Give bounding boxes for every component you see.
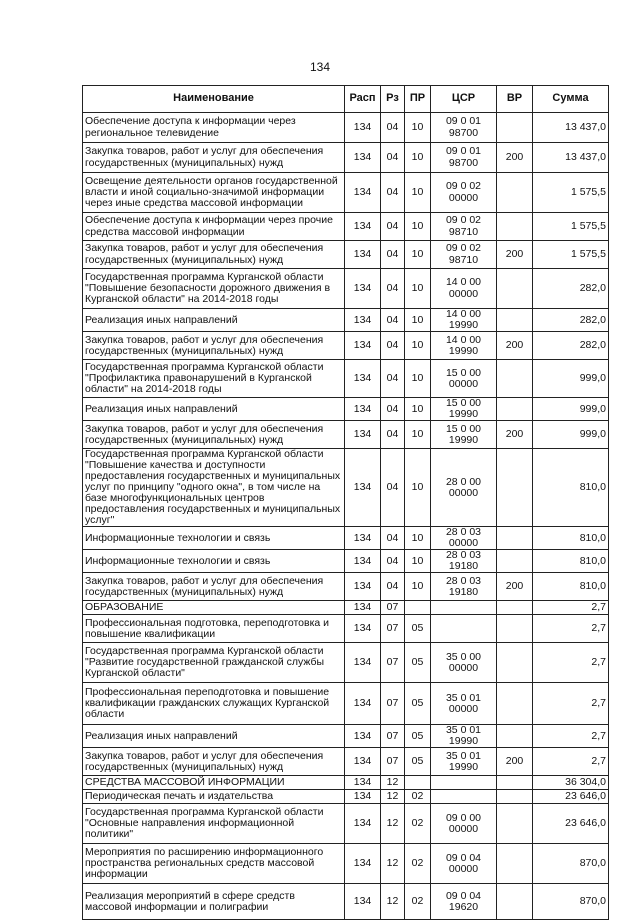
- cell-rz: 07: [381, 725, 405, 748]
- table-row: [83, 884, 609, 920]
- cell-sum: 810,0: [533, 550, 609, 573]
- cell-pr: 10: [405, 269, 431, 309]
- cell-rz: 04: [381, 573, 405, 601]
- table-row: [83, 113, 609, 143]
- cell-vr: [497, 269, 533, 309]
- table-row: [83, 725, 609, 748]
- cell-pr: 10: [405, 573, 431, 601]
- table-row: [83, 173, 609, 213]
- header-csr: ЦСР: [431, 86, 497, 113]
- cell-vr: [497, 683, 533, 725]
- cell-pr: 02: [405, 884, 431, 920]
- cell-name: Мероприятия по расширению информационного пространства региональных средств массовой информации: [83, 844, 345, 884]
- cell-name: Государственная программа Курганской области "Профилактика правонарушений в Курганской области" на 2014-2018 годы: [83, 360, 345, 398]
- cell-name: Государственная программа Курганской области "Основные направления информационной политики": [83, 804, 345, 844]
- cell-sum: 2,7: [533, 683, 609, 725]
- cell-name: Закупка товаров, работ и услуг для обеспечения государственных (муниципальных) нужд: [83, 573, 345, 601]
- cell-csr: 28 0 03 19180: [431, 550, 497, 573]
- cell-pr: 10: [405, 332, 431, 360]
- cell-vr: [497, 725, 533, 748]
- cell-sum: 1 575,5: [533, 241, 609, 269]
- cell-sum: 282,0: [533, 309, 609, 332]
- cell-csr: 28 0 00 00000: [431, 449, 497, 527]
- cell-pr: [405, 601, 431, 615]
- cell-pr: 05: [405, 643, 431, 683]
- cell-rasp: 134: [345, 844, 381, 884]
- cell-csr: [431, 601, 497, 615]
- cell-pr: 10: [405, 173, 431, 213]
- table-row: [83, 398, 609, 421]
- cell-name: Закупка товаров, работ и услуг для обеспечения государственных (муниципальных) нужд: [83, 143, 345, 173]
- cell-pr: 10: [405, 360, 431, 398]
- cell-pr: 10: [405, 143, 431, 173]
- cell-rz: 04: [381, 550, 405, 573]
- table-row: [83, 241, 609, 269]
- table-row: [83, 790, 609, 804]
- cell-vr: 200: [497, 143, 533, 173]
- cell-rz: 07: [381, 748, 405, 776]
- cell-sum: 13 437,0: [533, 113, 609, 143]
- cell-csr: 14 0 00 00000: [431, 269, 497, 309]
- cell-name: Реализация иных направлений: [83, 725, 345, 748]
- cell-rasp: 134: [345, 748, 381, 776]
- cell-name: Реализация иных направлений: [83, 309, 345, 332]
- table-row: [83, 748, 609, 776]
- cell-vr: [497, 550, 533, 573]
- cell-vr: [497, 309, 533, 332]
- cell-rz: 04: [381, 143, 405, 173]
- table-row: [83, 213, 609, 241]
- cell-vr: 200: [497, 332, 533, 360]
- cell-rasp: 134: [345, 527, 381, 550]
- cell-pr: 02: [405, 844, 431, 884]
- header-pr: ПР: [405, 86, 431, 113]
- table-row: [83, 332, 609, 360]
- cell-csr: 09 0 04 19620: [431, 884, 497, 920]
- cell-csr: [431, 615, 497, 643]
- cell-rz: 12: [381, 844, 405, 884]
- cell-rz: 04: [381, 360, 405, 398]
- cell-rasp: 134: [345, 421, 381, 449]
- cell-name: Периодическая печать и издательства: [83, 790, 345, 804]
- cell-pr: 10: [405, 550, 431, 573]
- cell-sum: 2,7: [533, 615, 609, 643]
- cell-rz: 04: [381, 449, 405, 527]
- cell-rasp: 134: [345, 643, 381, 683]
- cell-rasp: 134: [345, 615, 381, 643]
- cell-sum: 23 646,0: [533, 804, 609, 844]
- cell-sum: 1 575,5: [533, 213, 609, 241]
- cell-pr: 10: [405, 398, 431, 421]
- cell-vr: [497, 360, 533, 398]
- cell-csr: 35 0 01 19990: [431, 748, 497, 776]
- header-rz: Рз: [381, 86, 405, 113]
- cell-csr: 28 0 03 00000: [431, 527, 497, 550]
- cell-pr: 10: [405, 527, 431, 550]
- cell-pr: 10: [405, 449, 431, 527]
- table-row: [83, 844, 609, 884]
- cell-sum: 2,7: [533, 748, 609, 776]
- cell-vr: 200: [497, 241, 533, 269]
- cell-vr: [497, 398, 533, 421]
- cell-vr: [497, 449, 533, 527]
- cell-vr: [497, 113, 533, 143]
- cell-rasp: 134: [345, 573, 381, 601]
- header-name: Наименование: [83, 86, 345, 113]
- cell-rasp: 134: [345, 804, 381, 844]
- cell-rasp: 134: [345, 143, 381, 173]
- cell-rasp: 134: [345, 241, 381, 269]
- cell-csr: 15 0 00 19990: [431, 398, 497, 421]
- cell-rz: 12: [381, 790, 405, 804]
- cell-csr: 35 0 00 00000: [431, 643, 497, 683]
- table-row: [83, 143, 609, 173]
- cell-rz: 04: [381, 421, 405, 449]
- cell-csr: 09 0 04 00000: [431, 844, 497, 884]
- cell-name: Информационные технологии и связь: [83, 527, 345, 550]
- cell-rasp: 134: [345, 884, 381, 920]
- cell-rz: 04: [381, 398, 405, 421]
- cell-name: Профессиональная подготовка, переподготовка и повышение квалификации: [83, 615, 345, 643]
- cell-name: Закупка товаров, работ и услуг для обеспечения государственных (муниципальных) нужд: [83, 748, 345, 776]
- cell-rz: 04: [381, 241, 405, 269]
- cell-name: Государственная программа Курганской области "Развитие государственной гражданской службы Курганской области": [83, 643, 345, 683]
- cell-csr: 15 0 00 19990: [431, 421, 497, 449]
- cell-sum: 810,0: [533, 527, 609, 550]
- cell-pr: 05: [405, 615, 431, 643]
- table-row: [83, 804, 609, 844]
- cell-name: Государственная программа Курганской области "Повышение качества и доступности предоставления государственных и муниципальных услуг по принципу "одного окна", в том числе на базе многофункциональных центров предоставления государственных и муниципальных услуг": [83, 449, 345, 527]
- cell-pr: 10: [405, 421, 431, 449]
- table-row: [83, 776, 609, 790]
- cell-rz: 04: [381, 309, 405, 332]
- cell-rasp: 134: [345, 449, 381, 527]
- cell-csr: [431, 776, 497, 790]
- cell-csr: 28 0 03 19180: [431, 573, 497, 601]
- cell-sum: 2,7: [533, 643, 609, 683]
- cell-vr: 200: [497, 573, 533, 601]
- cell-rz: 12: [381, 776, 405, 790]
- table-row: [83, 550, 609, 573]
- cell-name: Реализация иных направлений: [83, 398, 345, 421]
- cell-pr: 10: [405, 241, 431, 269]
- table-row: [83, 643, 609, 683]
- cell-pr: 05: [405, 748, 431, 776]
- cell-name: ОБРАЗОВАНИЕ: [83, 601, 345, 615]
- cell-pr: 10: [405, 113, 431, 143]
- page-number: 134: [309, 60, 331, 74]
- cell-vr: [497, 884, 533, 920]
- table-row: [83, 421, 609, 449]
- table-row: [83, 269, 609, 309]
- cell-sum: 999,0: [533, 421, 609, 449]
- cell-sum: 870,0: [533, 884, 609, 920]
- budget-table: [82, 85, 609, 920]
- cell-name: Обеспечение доступа к информации через региональное телевидение: [83, 113, 345, 143]
- cell-csr: 35 0 01 00000: [431, 683, 497, 725]
- cell-sum: 2,7: [533, 601, 609, 615]
- cell-rasp: 134: [345, 213, 381, 241]
- cell-sum: 23 646,0: [533, 790, 609, 804]
- table-row: [83, 360, 609, 398]
- cell-rasp: 134: [345, 683, 381, 725]
- table-row: [83, 449, 609, 527]
- cell-rasp: 134: [345, 550, 381, 573]
- cell-rasp: 134: [345, 360, 381, 398]
- cell-rasp: 134: [345, 309, 381, 332]
- cell-sum: 810,0: [533, 573, 609, 601]
- table-row: [83, 683, 609, 725]
- cell-rz: 07: [381, 643, 405, 683]
- cell-name: Обеспечение доступа к информации через прочие средства массовой информации: [83, 213, 345, 241]
- cell-rasp: 134: [345, 790, 381, 804]
- cell-vr: [497, 643, 533, 683]
- cell-pr: 02: [405, 790, 431, 804]
- cell-vr: [497, 804, 533, 844]
- cell-csr: 09 0 02 98710: [431, 241, 497, 269]
- cell-rz: 07: [381, 601, 405, 615]
- cell-rasp: 134: [345, 398, 381, 421]
- cell-sum: 13 437,0: [533, 143, 609, 173]
- cell-rasp: 134: [345, 725, 381, 748]
- header-sum: Сумма: [533, 86, 609, 113]
- cell-csr: 09 0 02 00000: [431, 173, 497, 213]
- cell-pr: 10: [405, 213, 431, 241]
- cell-csr: [431, 790, 497, 804]
- cell-vr: [497, 213, 533, 241]
- cell-sum: 870,0: [533, 844, 609, 884]
- header-vr: ВР: [497, 86, 533, 113]
- cell-rz: 04: [381, 527, 405, 550]
- cell-csr: 15 0 00 00000: [431, 360, 497, 398]
- cell-vr: [497, 776, 533, 790]
- cell-name: Закупка товаров, работ и услуг для обеспечения государственных (муниципальных) нужд: [83, 421, 345, 449]
- cell-sum: 999,0: [533, 360, 609, 398]
- cell-sum: 999,0: [533, 398, 609, 421]
- cell-name: Реализация мероприятий в сфере средств массовой информации и полиграфии: [83, 884, 345, 920]
- cell-sum: 282,0: [533, 332, 609, 360]
- cell-rasp: 134: [345, 113, 381, 143]
- cell-sum: 2,7: [533, 725, 609, 748]
- cell-rasp: 134: [345, 601, 381, 615]
- cell-rz: 12: [381, 884, 405, 920]
- table-row: [83, 615, 609, 643]
- cell-sum: 1 575,5: [533, 173, 609, 213]
- cell-vr: [497, 173, 533, 213]
- cell-rz: 04: [381, 213, 405, 241]
- table-row: [83, 601, 609, 615]
- cell-csr: 35 0 01 19990: [431, 725, 497, 748]
- cell-pr: 10: [405, 309, 431, 332]
- cell-name: Информационные технологии и связь: [83, 550, 345, 573]
- cell-sum: 810,0: [533, 449, 609, 527]
- table-row: [83, 309, 609, 332]
- cell-sum: 36 304,0: [533, 776, 609, 790]
- cell-rasp: 134: [345, 776, 381, 790]
- cell-pr: 05: [405, 725, 431, 748]
- cell-rasp: 134: [345, 332, 381, 360]
- table-row: [83, 527, 609, 550]
- cell-rz: 04: [381, 173, 405, 213]
- cell-rz: 12: [381, 804, 405, 844]
- header-row: [83, 86, 609, 113]
- cell-name: Освещение деятельности органов государственной власти и иной социально-значимой информации через иные средства массовой информации: [83, 173, 345, 213]
- cell-name: Профессиональная переподготовка и повышение квалификации гражданских служащих Курганской области: [83, 683, 345, 725]
- cell-vr: [497, 527, 533, 550]
- cell-vr: 200: [497, 748, 533, 776]
- cell-csr: 14 0 00 19990: [431, 309, 497, 332]
- cell-sum: 282,0: [533, 269, 609, 309]
- cell-pr: 05: [405, 683, 431, 725]
- cell-vr: [497, 844, 533, 884]
- cell-rz: 04: [381, 113, 405, 143]
- cell-csr: 09 0 01 98700: [431, 143, 497, 173]
- cell-pr: 02: [405, 804, 431, 844]
- cell-name: Государственная программа Курганской области "Повышение безопасности дорожного движения в Курганской области" на 2014-2018 годы: [83, 269, 345, 309]
- cell-csr: 09 0 00 00000: [431, 804, 497, 844]
- table-row: [83, 573, 609, 601]
- cell-csr: 09 0 02 98710: [431, 213, 497, 241]
- cell-rasp: 134: [345, 269, 381, 309]
- cell-name: Закупка товаров, работ и услуг для обеспечения государственных (муниципальных) нужд: [83, 332, 345, 360]
- cell-name: Закупка товаров, работ и услуг для обеспечения государственных (муниципальных) нужд: [83, 241, 345, 269]
- cell-csr: 14 0 00 19990: [431, 332, 497, 360]
- cell-rasp: 134: [345, 173, 381, 213]
- cell-vr: [497, 790, 533, 804]
- cell-rz: 07: [381, 615, 405, 643]
- cell-rz: 07: [381, 683, 405, 725]
- cell-vr: [497, 615, 533, 643]
- cell-rz: 04: [381, 269, 405, 309]
- cell-rz: 04: [381, 332, 405, 360]
- cell-name: СРЕДСТВА МАССОВОЙ ИНФОРМАЦИИ: [83, 776, 345, 790]
- cell-csr: 09 0 01 98700: [431, 113, 497, 143]
- cell-pr: [405, 776, 431, 790]
- table-body: [83, 113, 609, 920]
- cell-vr: [497, 601, 533, 615]
- header-rasp: Расп: [345, 86, 381, 113]
- cell-vr: 200: [497, 421, 533, 449]
